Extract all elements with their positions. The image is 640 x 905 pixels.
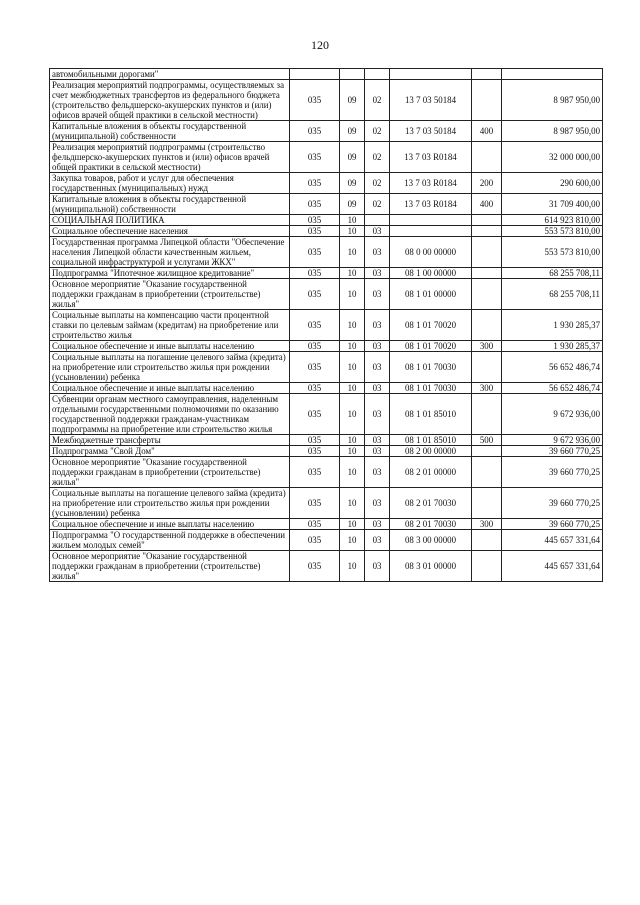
subsection-code: 03 — [365, 237, 390, 268]
item-name: Межбюджетные трансферты — [50, 435, 290, 446]
amount: 445 657 331,64 — [502, 551, 603, 582]
amount: 32 000 000,00 — [502, 142, 603, 173]
subsection-code: 03 — [365, 519, 390, 530]
target-article-code: 08 1 00 00000 — [390, 268, 472, 279]
admin-code: 035 — [290, 457, 340, 488]
item-name: Капитальные вложения в объекты государственной (муниципальной) собственности — [50, 121, 290, 142]
target-article-code: 08 0 00 00000 — [390, 237, 472, 268]
item-name: Социальное обеспечение и иные выплаты населению — [50, 383, 290, 394]
admin-code: 035 — [290, 383, 340, 394]
section-code: 10 — [340, 551, 365, 582]
page-number: 120 — [311, 38, 329, 52]
expense-type-code — [472, 237, 502, 268]
table-row — [50, 310, 603, 341]
section-code: 10 — [340, 310, 365, 341]
subsection-code — [365, 69, 390, 80]
section-code: 10 — [340, 446, 365, 457]
section-code: 10 — [340, 457, 365, 488]
table-row — [50, 530, 603, 551]
expense-type-code — [472, 69, 502, 80]
amount: 39 660 770,25 — [502, 519, 603, 530]
admin-code: 035 — [290, 80, 340, 121]
expense-type-code — [472, 268, 502, 279]
expense-type-code — [472, 215, 502, 226]
subsection-code: 03 — [365, 226, 390, 237]
target-article-code: 13 7 03 R0184 — [390, 173, 472, 194]
amount: 56 652 486,74 — [502, 352, 603, 383]
item-name: Подпрограмма "Ипотечное жилищное кредитование" — [50, 268, 290, 279]
amount: 68 255 708,11 — [502, 279, 603, 310]
section-code: 10 — [340, 352, 365, 383]
admin-code: 035 — [290, 488, 340, 519]
expense-type-code: 300 — [472, 519, 502, 530]
amount: 614 923 810,00 — [502, 215, 603, 226]
admin-code: 035 — [290, 394, 340, 435]
subsection-code: 02 — [365, 194, 390, 215]
expense-type-code: 300 — [472, 341, 502, 352]
admin-code: 035 — [290, 341, 340, 352]
expense-type-code — [472, 310, 502, 341]
target-article-code: 08 1 01 70020 — [390, 341, 472, 352]
item-name: Реализация мероприятий подпрограммы (строительство фельдшерско-акушерских пунктов и (или) офисов врачей общей практики в сельской местности) — [50, 142, 290, 173]
item-name: автомобильными дорогами" — [50, 69, 290, 80]
target-article-code: 13 7 03 50184 — [390, 121, 472, 142]
amount: 9 672 936,00 — [502, 394, 603, 435]
amount: 445 657 331,64 — [502, 530, 603, 551]
target-article-code: 08 1 01 70020 — [390, 310, 472, 341]
amount — [502, 69, 603, 80]
expense-type-code — [472, 142, 502, 173]
item-name: СОЦИАЛЬНАЯ ПОЛИТИКА — [50, 215, 290, 226]
expense-type-code — [472, 488, 502, 519]
subsection-code: 03 — [365, 352, 390, 383]
item-name: Капитальные вложения в объекты государственной (муниципальной) собственности — [50, 194, 290, 215]
item-name: Закупка товаров, работ и услуг для обеспечения государственных (муниципальных) нужд — [50, 173, 290, 194]
target-article-code: 08 1 01 85010 — [390, 435, 472, 446]
item-name: Государственная программа Липецкой области "Обеспечение населения Липецкой области качественным жильем, социальной инфраструктурой и услугами ЖКХ" — [50, 237, 290, 268]
target-article-code: 08 3 00 00000 — [390, 530, 472, 551]
section-code: 10 — [340, 268, 365, 279]
admin-code: 035 — [290, 194, 340, 215]
subsection-code: 03 — [365, 310, 390, 341]
target-article-code: 13 7 03 50184 — [390, 80, 472, 121]
section-code: 10 — [340, 215, 365, 226]
expense-type-code: 500 — [472, 435, 502, 446]
section-code: 10 — [340, 237, 365, 268]
section-code: 09 — [340, 80, 365, 121]
item-name: Субвенции органам местного самоуправления, наделенным отдельными государственными полномочиями по оказанию государственной поддержки гражданам-участникам подпрограммы на приобретение или строительство жилья — [50, 394, 290, 435]
amount: 56 652 486,74 — [502, 383, 603, 394]
amount: 39 660 770,25 — [502, 446, 603, 457]
admin-code: 035 — [290, 435, 340, 446]
item-name: Подпрограмма "Свой Дом" — [50, 446, 290, 457]
section-code: 10 — [340, 341, 365, 352]
target-article-code: 13 7 03 R0184 — [390, 194, 472, 215]
expense-type-code — [472, 226, 502, 237]
table-row — [50, 194, 603, 215]
section-code: 10 — [340, 226, 365, 237]
admin-code: 035 — [290, 446, 340, 457]
section-code: 10 — [340, 435, 365, 446]
table-row — [50, 237, 603, 268]
table-row — [50, 215, 603, 226]
table-row — [50, 551, 603, 582]
table-row — [50, 435, 603, 446]
expense-type-code — [472, 394, 502, 435]
item-name: Социальные выплаты на компенсацию части процентной ставки по целевым займам (кредитам) на приобретение или строительство жилья — [50, 310, 290, 341]
expense-type-code — [472, 530, 502, 551]
admin-code: 035 — [290, 519, 340, 530]
admin-code: 035 — [290, 215, 340, 226]
table-row — [50, 383, 603, 394]
table-row — [50, 69, 603, 80]
target-article-code: 08 1 01 70030 — [390, 383, 472, 394]
table-row — [50, 519, 603, 530]
subsection-code: 03 — [365, 341, 390, 352]
amount: 39 660 770,25 — [502, 457, 603, 488]
target-article-code: 08 3 01 00000 — [390, 551, 472, 582]
expense-type-code: 200 — [472, 173, 502, 194]
amount: 8 987 950,00 — [502, 121, 603, 142]
amount: 9 672 936,00 — [502, 435, 603, 446]
table-row — [50, 268, 603, 279]
amount: 1 930 285,37 — [502, 341, 603, 352]
target-article-code — [390, 69, 472, 80]
target-article-code: 08 2 01 70030 — [390, 488, 472, 519]
admin-code: 035 — [290, 551, 340, 582]
table-row — [50, 394, 603, 435]
subsection-code: 03 — [365, 279, 390, 310]
table-row — [50, 142, 603, 173]
target-article-code: 08 1 01 00000 — [390, 279, 472, 310]
admin-code: 035 — [290, 237, 340, 268]
amount: 1 930 285,37 — [502, 310, 603, 341]
expense-type-code: 400 — [472, 121, 502, 142]
subsection-code — [365, 215, 390, 226]
target-article-code: 08 1 01 85010 — [390, 394, 472, 435]
table-row — [50, 226, 603, 237]
admin-code: 035 — [290, 310, 340, 341]
table-row — [50, 457, 603, 488]
amount: 8 987 950,00 — [502, 80, 603, 121]
section-code: 09 — [340, 142, 365, 173]
item-name: Основное мероприятие "Оказание государственной поддержки гражданам в приобретении (строительстве) жилья" — [50, 457, 290, 488]
table-row — [50, 80, 603, 121]
target-article-code — [390, 215, 472, 226]
amount: 31 709 400,00 — [502, 194, 603, 215]
expense-type-code — [472, 457, 502, 488]
section-code: 09 — [340, 173, 365, 194]
subsection-code: 03 — [365, 383, 390, 394]
budget-table — [49, 68, 603, 582]
admin-code: 035 — [290, 142, 340, 173]
amount: 290 600,00 — [502, 173, 603, 194]
table-row — [50, 279, 603, 310]
item-name: Реализация мероприятий подпрограммы, осуществляемых за счет межбюджетных трансфертов из федерального бюджета (строительство фельдшерско-акушерских пунктов и (или) офисов врачей общей практики в сельской местности) — [50, 80, 290, 121]
target-article-code: 08 2 01 00000 — [390, 457, 472, 488]
target-article-code: 08 2 01 70030 — [390, 519, 472, 530]
section-code: 10 — [340, 488, 365, 519]
subsection-code: 03 — [365, 268, 390, 279]
target-article-code — [390, 226, 472, 237]
table-body — [50, 69, 603, 582]
subsection-code: 03 — [365, 394, 390, 435]
section-code: 10 — [340, 279, 365, 310]
item-name: Социальное обеспечение и иные выплаты населению — [50, 519, 290, 530]
table-row — [50, 352, 603, 383]
section-code: 10 — [340, 394, 365, 435]
amount: 39 660 770,25 — [502, 488, 603, 519]
admin-code: 035 — [290, 121, 340, 142]
expense-type-code — [472, 80, 502, 121]
item-name: Социальные выплаты на погашение целевого займа (кредита) на приобретение или строительство жилья при рождении (усыновлении) ребенка — [50, 352, 290, 383]
item-name: Основное мероприятие "Оказание государственной поддержки гражданам в приобретении (строительстве) жилья" — [50, 551, 290, 582]
subsection-code: 03 — [365, 551, 390, 582]
item-name: Подпрограмма "О государственной поддержке в обеспечении жильем молодых семей" — [50, 530, 290, 551]
subsection-code: 03 — [365, 446, 390, 457]
section-code: 10 — [340, 383, 365, 394]
expense-type-code — [472, 446, 502, 457]
admin-code: 035 — [290, 279, 340, 310]
item-name: Основное мероприятие "Оказание государственной поддержки гражданам в приобретении (строительстве) жилья" — [50, 279, 290, 310]
target-article-code: 08 2 00 00000 — [390, 446, 472, 457]
expense-type-code — [472, 279, 502, 310]
target-article-code: 13 7 03 R0184 — [390, 142, 472, 173]
subsection-code: 02 — [365, 142, 390, 173]
section-code: 10 — [340, 530, 365, 551]
table-row — [50, 341, 603, 352]
table-row — [50, 121, 603, 142]
expense-type-code: 300 — [472, 383, 502, 394]
admin-code: 035 — [290, 352, 340, 383]
expense-type-code — [472, 352, 502, 383]
subsection-code: 03 — [365, 435, 390, 446]
admin-code: 035 — [290, 530, 340, 551]
table-row — [50, 446, 603, 457]
item-name: Социальное обеспечение и иные выплаты населению — [50, 341, 290, 352]
subsection-code: 03 — [365, 488, 390, 519]
item-name: Социальное обеспечение населения — [50, 226, 290, 237]
admin-code: 035 — [290, 268, 340, 279]
expense-type-code: 400 — [472, 194, 502, 215]
admin-code: 035 — [290, 226, 340, 237]
section-code — [340, 69, 365, 80]
item-name: Социальные выплаты на погашение целевого займа (кредита) на приобретение или строительство жилья при рождении (усыновлении) ребенка — [50, 488, 290, 519]
section-code: 09 — [340, 194, 365, 215]
subsection-code: 02 — [365, 80, 390, 121]
table-row — [50, 173, 603, 194]
target-article-code: 08 1 01 70030 — [390, 352, 472, 383]
amount: 68 255 708,11 — [502, 268, 603, 279]
subsection-code: 03 — [365, 457, 390, 488]
subsection-code: 02 — [365, 121, 390, 142]
subsection-code: 02 — [365, 173, 390, 194]
section-code: 10 — [340, 519, 365, 530]
amount: 553 573 810,00 — [502, 237, 603, 268]
admin-code: 035 — [290, 173, 340, 194]
admin-code — [290, 69, 340, 80]
section-code: 09 — [340, 121, 365, 142]
table-row — [50, 488, 603, 519]
amount: 553 573 810,00 — [502, 226, 603, 237]
subsection-code: 03 — [365, 530, 390, 551]
expense-type-code — [472, 551, 502, 582]
